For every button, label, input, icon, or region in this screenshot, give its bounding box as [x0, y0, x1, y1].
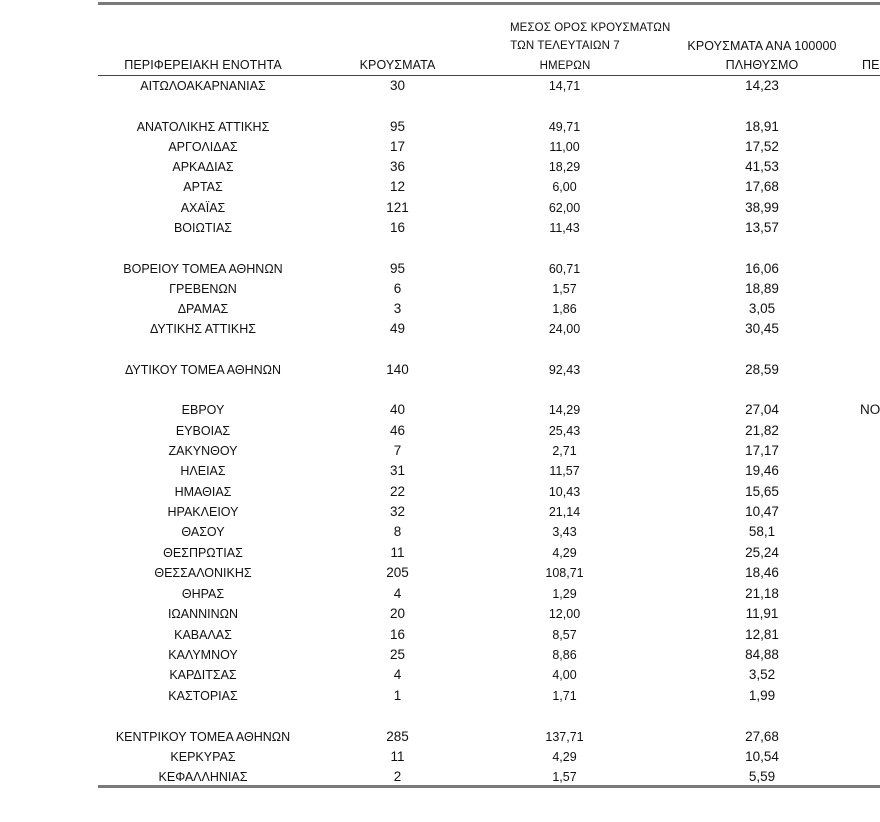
per100k-cell: 18,91 [745, 119, 779, 134]
per100k-cell: 3,05 [748, 301, 776, 316]
region-name-cell: ΕΒΡΟΥ [181, 403, 225, 417]
header-per100k-line2: ΠΛΗΘΥΣΜΟ [725, 58, 799, 72]
region-name-cell: ΓΡΕΒΕΝΩΝ [169, 282, 237, 296]
per100k-cell: 18,89 [745, 281, 779, 296]
table-bottom-rule [98, 785, 880, 788]
region-name-cell: ΘΑΣΟΥ [181, 525, 225, 539]
region-name-cell: ΕΥΒΟΙΑΣ [175, 424, 231, 438]
table-row [0, 77, 880, 95]
avg7d-cell: 60,71 [548, 262, 581, 276]
cases-cell: 95 [389, 119, 406, 134]
cases-cell: 30 [389, 78, 406, 93]
header-avg-line3: ΗΜΕΡΩΝ [539, 60, 591, 72]
avg7d-cell: 1,57 [552, 282, 577, 296]
per100k-cell: 27,68 [745, 729, 779, 744]
region-name-cell: ΒΟΙΩΤΙΑΣ [173, 221, 233, 235]
region-name-cell: ΚΑΛΥΜΝΟΥ [168, 648, 238, 662]
per100k-cell: 17,68 [745, 179, 779, 194]
cases-cell: 6 [393, 281, 402, 296]
per100k-cell: 5,59 [748, 769, 776, 784]
cases-cell: 16 [389, 627, 406, 642]
region-name-cell: ΚΕΡΚΥΡΑΣ [170, 750, 236, 764]
extra-cut-cell: ΝΟ [860, 402, 880, 417]
per100k-cell: 21,18 [745, 586, 779, 601]
region-name-cell: ΗΡΑΚΛΕΙΟΥ [167, 505, 239, 519]
cases-cell: 7 [393, 443, 402, 458]
avg7d-cell: 2,71 [552, 444, 577, 458]
cases-cell: 20 [389, 606, 406, 621]
table-row [0, 442, 880, 460]
cases-cell: 49 [389, 321, 406, 336]
avg7d-cell: 21,14 [548, 505, 581, 519]
table-top-rule [98, 2, 880, 5]
per100k-cell: 10,47 [745, 504, 779, 519]
cases-cell: 40 [389, 402, 406, 417]
avg7d-cell: 92,43 [548, 363, 581, 377]
per100k-cell: 12,81 [745, 627, 779, 642]
cases-cell: 4 [393, 586, 402, 601]
avg7d-cell: 25,43 [548, 424, 581, 438]
per100k-cell: 19,46 [745, 463, 779, 478]
header-extra-cut: ΠΕ [862, 58, 880, 72]
table-row [0, 118, 880, 136]
header-cases: ΚΡΟΥΣΜΑΤΑ [359, 58, 436, 72]
region-name-cell: ΚΑΒΑΛΑΣ [174, 628, 232, 642]
table-row [0, 320, 880, 338]
header-rule [98, 75, 880, 76]
region-name-cell: ΚΕΦΑΛΛΗΝΙΑΣ [158, 770, 248, 784]
cases-cell: 4 [393, 667, 402, 682]
table-row [0, 544, 880, 562]
region-name-cell: ΑΧΑΪΑΣ [180, 201, 226, 215]
per100k-cell: 13,57 [745, 220, 779, 235]
per100k-cell: 1,99 [748, 688, 776, 703]
table-row [0, 462, 880, 480]
table-row [0, 564, 880, 582]
per100k-cell: 18,46 [745, 565, 779, 580]
header-region: ΠΕΡΙΦΕΡΕΙΑΚΗ ΕΝΟΤΗΤΑ [124, 58, 282, 72]
avg7d-cell: 1,57 [552, 770, 577, 784]
per100k-cell: 58,1 [748, 524, 776, 539]
region-name-cell: ΗΛΕΙΑΣ [180, 464, 226, 478]
table-row [0, 138, 880, 156]
avg7d-cell: 3,43 [552, 525, 577, 539]
cases-cell: 12 [389, 179, 406, 194]
cases-cell: 140 [386, 362, 409, 377]
per100k-cell: 84,88 [745, 647, 779, 662]
header-per100k-line1: ΚΡΟΥΣΜΑΤΑ ΑΝΑ 100000 [687, 39, 837, 53]
table-row [0, 280, 880, 298]
table-row [0, 483, 880, 501]
header-avg-line1: ΜΕΣΟΣ ΟΡΟΣ ΚΡΟΥΣΜΑΤΩΝ [510, 22, 671, 34]
per100k-cell: 16,06 [745, 261, 779, 276]
per100k-cell: 27,04 [745, 402, 779, 417]
cases-cell: 11 [390, 545, 405, 560]
avg7d-cell: 11,57 [549, 464, 580, 478]
table-row [0, 646, 880, 664]
region-name-cell: ΘΗΡΑΣ [181, 587, 225, 601]
avg7d-cell: 4,00 [552, 668, 577, 682]
region-name-cell: ΑΡΓΟΛΙΔΑΣ [168, 140, 238, 154]
avg7d-cell: 24,00 [548, 322, 581, 336]
avg7d-cell: 18,29 [548, 160, 581, 174]
cases-cell: 16 [389, 220, 406, 235]
table-row [0, 585, 880, 603]
cases-cell: 31 [389, 463, 406, 478]
per100k-cell: 17,17 [745, 443, 779, 458]
avg7d-cell: 137,71 [545, 730, 584, 744]
table-row [0, 199, 880, 217]
cases-cell: 32 [389, 504, 406, 519]
avg7d-cell: 11,00 [549, 140, 580, 154]
avg7d-cell: 10,43 [548, 485, 581, 499]
region-name-cell: ΚΑΡΔΙΤΣΑΣ [169, 668, 237, 682]
per100k-cell: 10,54 [745, 749, 779, 764]
per100k-cell: 3,52 [748, 667, 776, 682]
per100k-cell: 28,59 [745, 362, 779, 377]
table-row [0, 361, 880, 379]
cases-cell: 121 [386, 200, 409, 215]
table-row [0, 748, 880, 766]
table-row [0, 666, 880, 684]
per100k-cell: 11,91 [745, 606, 779, 621]
region-name-cell: ΑΙΤΩΛΟΑΚΑΡΝΑΝΙΑΣ [140, 79, 266, 93]
table-row [0, 503, 880, 521]
per100k-cell: 41,53 [745, 159, 779, 174]
avg7d-cell: 14,29 [548, 403, 581, 417]
cases-cell: 1 [393, 688, 402, 703]
table-row [0, 687, 880, 705]
avg7d-cell: 12,00 [548, 607, 581, 621]
avg7d-cell: 8,86 [552, 648, 577, 662]
avg7d-cell: 8,57 [552, 628, 577, 642]
table-row [0, 401, 880, 419]
avg7d-cell: 11,43 [549, 221, 580, 235]
avg7d-cell: 62,00 [548, 201, 581, 215]
header-avg-line2: ΤΩΝ ΤΕΛΕΥΤΑΙΩΝ 7 [510, 40, 620, 52]
region-name-cell: ΖΑΚΥΝΘΟΥ [168, 444, 238, 458]
table-row [0, 626, 880, 644]
avg7d-cell: 6,00 [552, 180, 577, 194]
cases-cell: 36 [389, 159, 406, 174]
table-row [0, 219, 880, 237]
avg7d-cell: 1,71 [552, 689, 577, 703]
avg7d-cell: 49,71 [548, 120, 581, 134]
table-row [0, 605, 880, 623]
region-name-cell: ΔΡΑΜΑΣ [177, 302, 229, 316]
table-row [0, 158, 880, 176]
cases-cell: 11 [390, 749, 405, 764]
region-name-cell: ΙΩΑΝΝΙΝΩΝ [167, 607, 239, 621]
cases-cell: 25 [389, 647, 406, 662]
avg7d-cell: 4,29 [552, 546, 577, 560]
region-name-cell: ΔΥΤΙΚΗΣ ΑΤΤΙΚΗΣ [150, 322, 256, 336]
region-name-cell: ΘΕΣΣΑΛΟΝΙΚΗΣ [154, 566, 252, 580]
region-name-cell: ΑΝΑΤΟΛΙΚΗΣ ΑΤΤΙΚΗΣ [136, 120, 270, 134]
avg7d-cell: 14,71 [548, 79, 581, 93]
region-name-cell: ΑΡΤΑΣ [183, 180, 223, 194]
cases-cell: 22 [389, 484, 406, 499]
avg7d-cell: 1,29 [552, 587, 577, 601]
avg7d-cell: 1,86 [552, 302, 577, 316]
region-name-cell: ΔΥΤΙΚΟΥ ΤΟΜΕΑ ΑΘΗΝΩΝ [124, 363, 282, 377]
cases-cell: 8 [393, 524, 402, 539]
cases-cell: 285 [386, 729, 409, 744]
region-name-cell: ΑΡΚΑΔΙΑΣ [172, 160, 234, 174]
region-name-cell: ΘΕΣΠΡΩΤΙΑΣ [163, 546, 243, 560]
cases-cell: 17 [389, 139, 406, 154]
cases-cell: 2 [393, 769, 402, 784]
table-row [0, 728, 880, 746]
avg7d-cell: 108,71 [545, 566, 584, 580]
per100k-cell: 17,52 [745, 139, 779, 154]
table-row [0, 260, 880, 278]
per100k-cell: 21,82 [745, 423, 779, 438]
region-name-cell: ΚΕΝΤΡΙΚΟΥ ΤΟΜΕΑ ΑΘΗΝΩΝ [115, 730, 291, 744]
per100k-cell: 15,65 [745, 484, 779, 499]
region-name-cell: ΗΜΑΘΙΑΣ [174, 485, 232, 499]
cases-cell: 95 [389, 261, 406, 276]
avg7d-cell: 4,29 [552, 750, 577, 764]
cases-cell: 3 [393, 301, 402, 316]
table-row [0, 768, 880, 786]
per100k-cell: 30,45 [745, 321, 779, 336]
region-name-cell: ΚΑΣΤΟΡΙΑΣ [168, 689, 238, 703]
per100k-cell: 14,23 [745, 78, 779, 93]
per100k-cell: 25,24 [745, 545, 779, 560]
cases-cell: 46 [389, 423, 406, 438]
per100k-cell: 38,99 [745, 200, 779, 215]
table-row [0, 178, 880, 196]
cases-cell: 205 [386, 565, 409, 580]
table-row [0, 422, 880, 440]
table-row [0, 523, 880, 541]
table-row [0, 300, 880, 318]
region-name-cell: ΒΟΡΕΙΟΥ ΤΟΜΕΑ ΑΘΗΝΩΝ [123, 262, 283, 276]
